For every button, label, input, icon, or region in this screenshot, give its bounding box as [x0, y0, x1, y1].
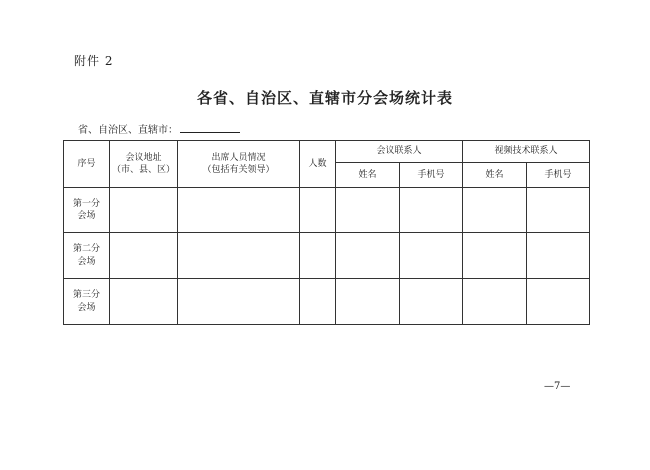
empty-cell [336, 188, 400, 233]
header-meeting-phone: 手机号 [400, 163, 463, 188]
row-label-line1: 第一分 [72, 198, 100, 209]
header-attendees-line1: 出席人员情况 [211, 152, 266, 163]
empty-cell [178, 188, 300, 233]
page-title: 各省、自治区、直辖市分会场统计表 [196, 89, 453, 107]
province-label: 省、自治区、直辖市： [78, 125, 178, 136]
empty-cell [178, 279, 300, 325]
empty-cell [110, 233, 178, 279]
header-count: 人数 [300, 141, 336, 188]
empty-cell [527, 233, 590, 279]
province-blank-line [180, 123, 240, 133]
header-attendees [178, 141, 300, 188]
table-row [64, 279, 590, 325]
empty-cell [463, 279, 527, 325]
venue-statistics-table [63, 140, 590, 325]
empty-cell [463, 233, 527, 279]
header-meeting-name: 姓名 [336, 163, 400, 188]
empty-cell [463, 188, 527, 233]
empty-cell [300, 279, 336, 325]
empty-cell [110, 188, 178, 233]
header-seq: 序号 [64, 141, 110, 188]
header-address-line2: （市、县、区） [111, 165, 175, 175]
header-video-name: 姓名 [463, 163, 527, 188]
page-number: —7— [544, 381, 571, 392]
row-label [64, 233, 110, 279]
empty-cell [110, 279, 178, 325]
header-address-line1: 会议地址 [125, 152, 162, 163]
empty-cell [178, 233, 300, 279]
province-line [78, 121, 240, 136]
empty-cell [300, 233, 336, 279]
row-label-line2: 会场 [77, 256, 96, 267]
header-attendees-line2: （包括有关领导） [202, 165, 275, 175]
empty-cell [527, 279, 590, 325]
header-meeting-contact: 会议联系人 [336, 141, 463, 163]
attachment-label: 附件 2 [74, 54, 114, 68]
empty-cell [300, 188, 336, 233]
empty-cell [527, 188, 590, 233]
row-label [64, 188, 110, 233]
row-label-line1: 第三分 [72, 290, 100, 301]
row-label [64, 279, 110, 325]
row-label-line1: 第二分 [72, 244, 100, 255]
empty-cell [336, 279, 400, 325]
row-label-line2: 会场 [77, 302, 96, 313]
header-video-contact: 视频技术联系人 [463, 141, 590, 163]
empty-cell [400, 188, 463, 233]
header-address [110, 141, 178, 188]
empty-cell [400, 279, 463, 325]
header-video-phone: 手机号 [527, 163, 590, 188]
table-row [64, 233, 590, 279]
empty-cell [336, 233, 400, 279]
table-row [64, 188, 590, 233]
empty-cell [400, 233, 463, 279]
row-label-line2: 会场 [77, 211, 96, 221]
